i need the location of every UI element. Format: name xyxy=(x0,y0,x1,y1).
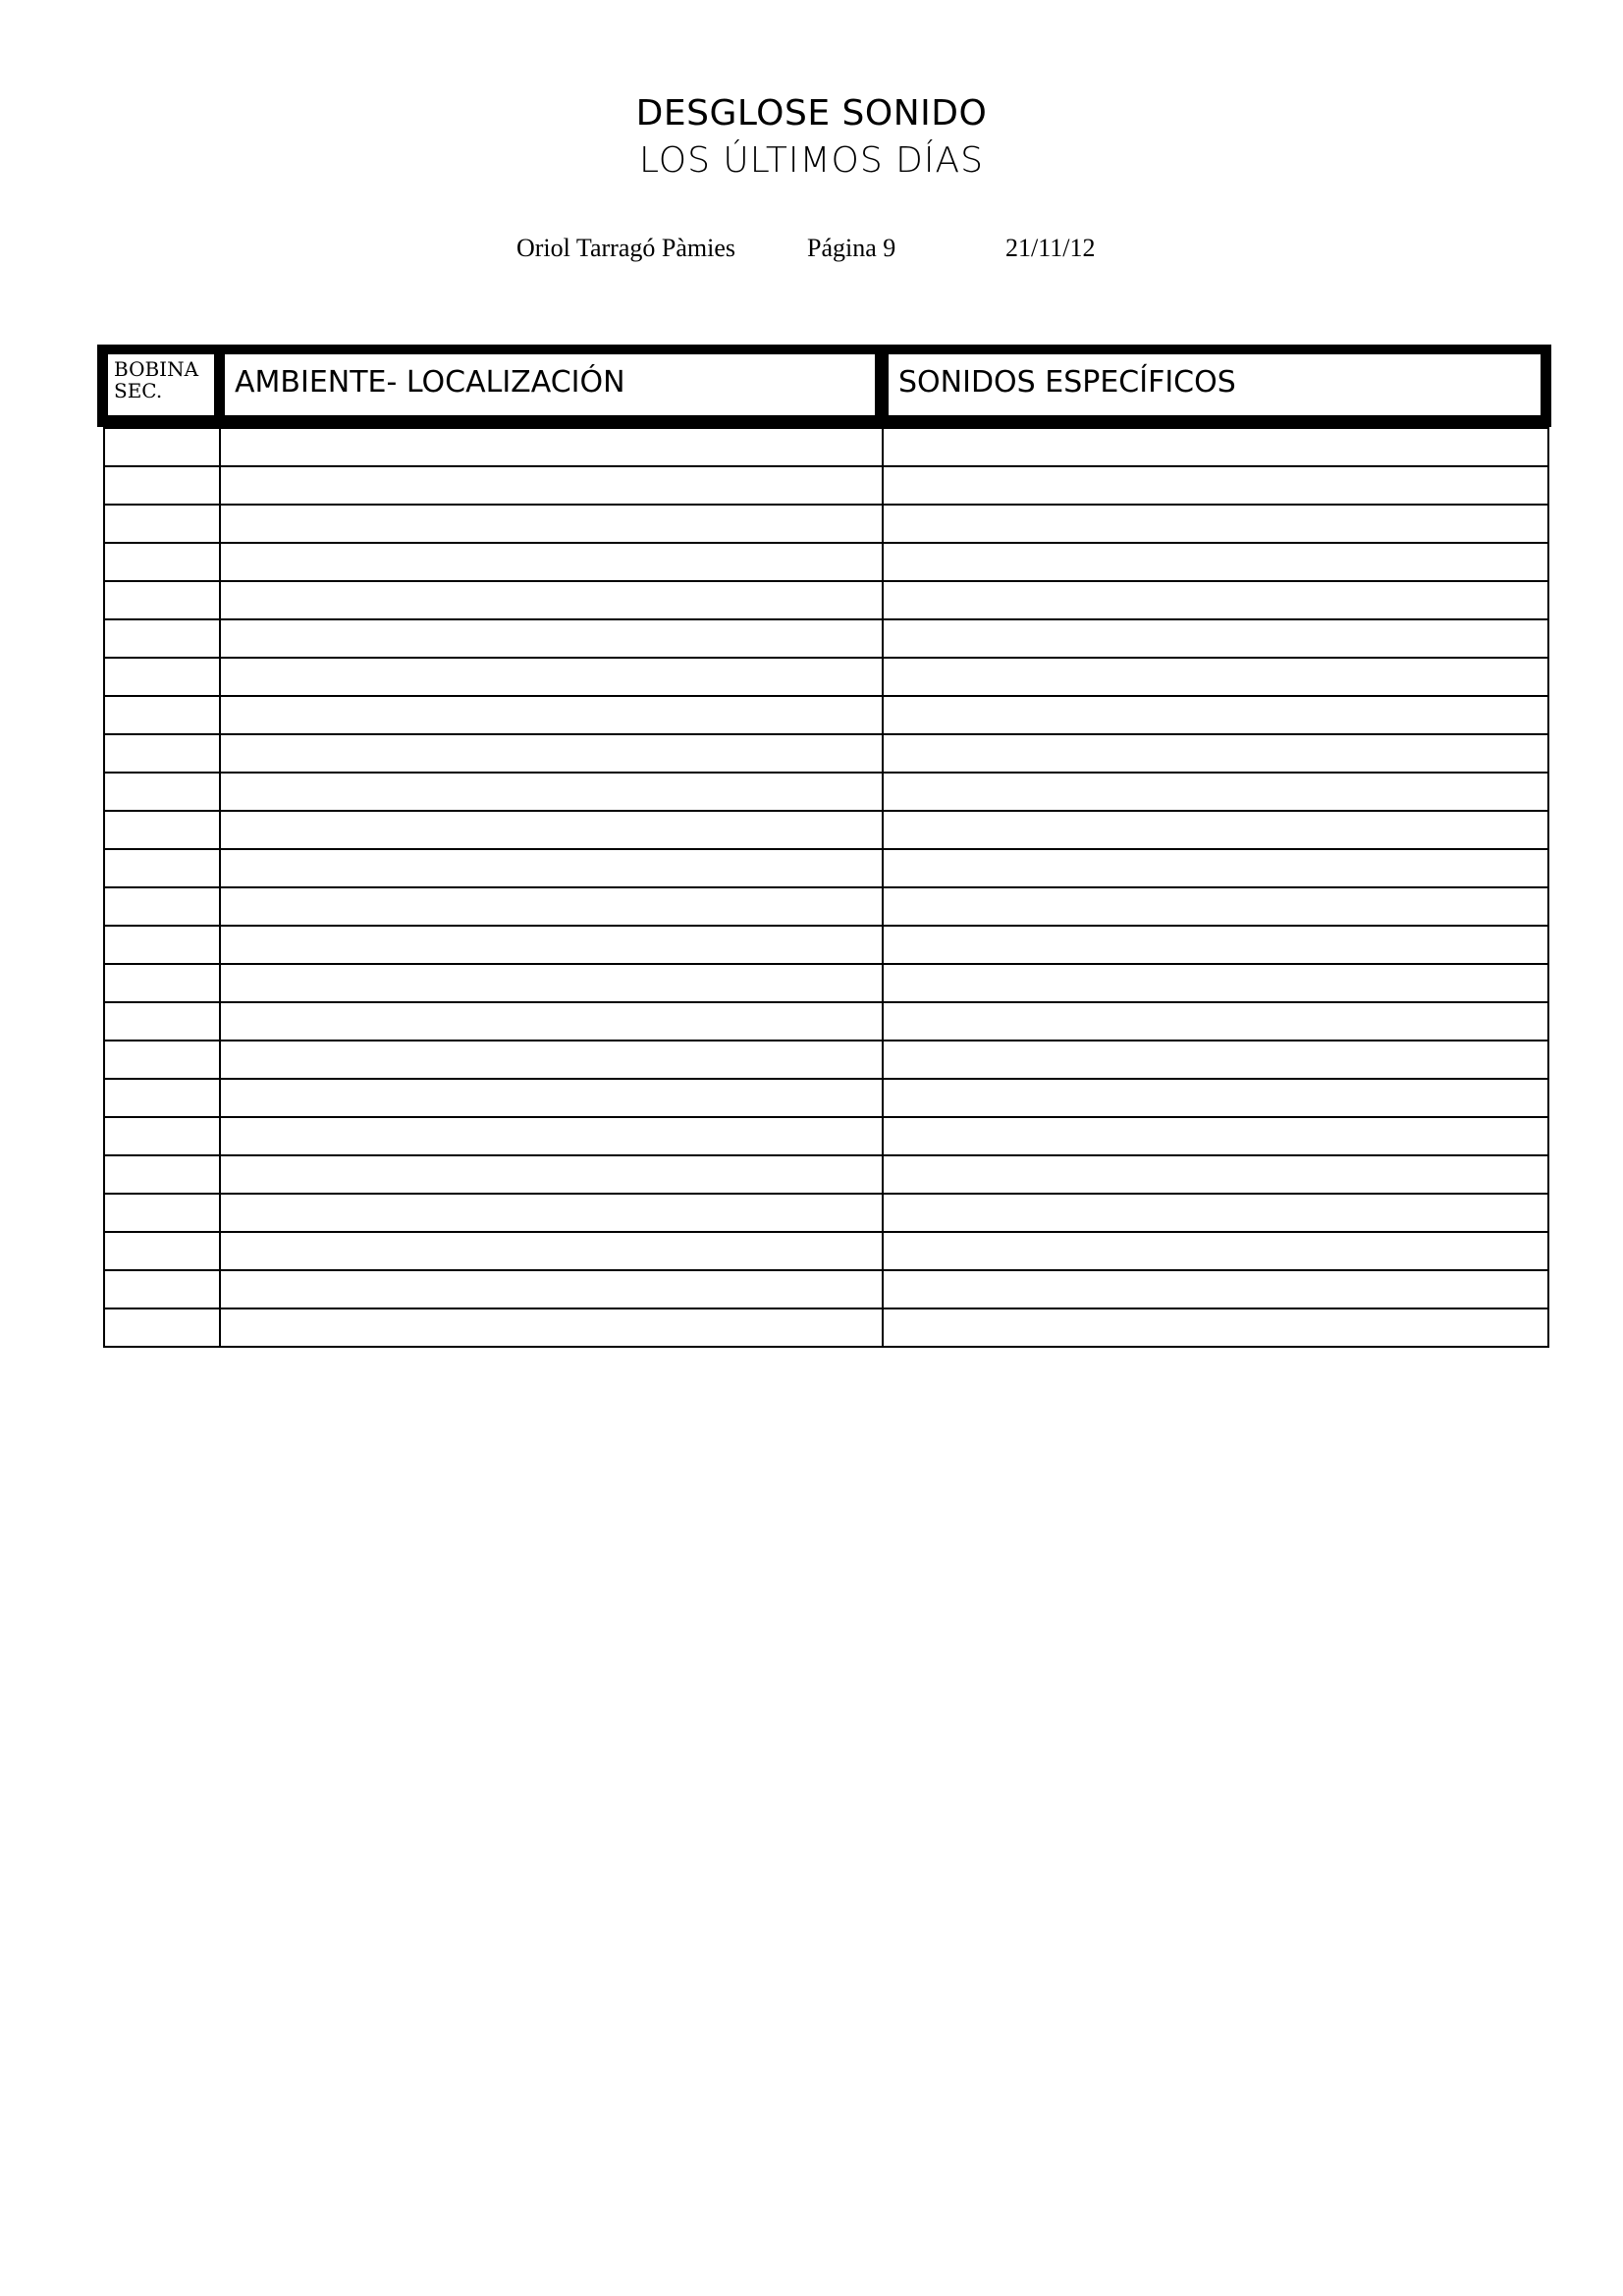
cell-ambiente xyxy=(220,811,883,849)
table-row xyxy=(104,734,1548,773)
cell-ambiente xyxy=(220,581,883,619)
table-header xyxy=(97,345,1551,427)
table-row xyxy=(104,1308,1548,1347)
table-row xyxy=(104,428,1548,466)
column-header-sonidos: SONIDOS ESPECÍFICOS xyxy=(889,354,1541,415)
cell-bobina xyxy=(104,505,220,543)
cell-bobina xyxy=(104,849,220,887)
column-header-bobina-line2: SEC. xyxy=(114,379,163,402)
table-row xyxy=(104,964,1548,1002)
cell-sonidos xyxy=(883,964,1548,1002)
cell-ambiente xyxy=(220,887,883,926)
cell-bobina xyxy=(104,1002,220,1041)
table-row xyxy=(104,811,1548,849)
cell-bobina xyxy=(104,1308,220,1347)
cell-bobina xyxy=(104,696,220,734)
cell-bobina xyxy=(104,466,220,505)
cell-bobina xyxy=(104,1270,220,1308)
cell-bobina xyxy=(104,1079,220,1117)
cell-sonidos xyxy=(883,543,1548,581)
author-name: Oriol Tarragó Pàmies xyxy=(516,234,735,262)
cell-sonidos xyxy=(883,581,1548,619)
cell-sonidos xyxy=(883,505,1548,543)
cell-ambiente xyxy=(220,1002,883,1041)
cell-sonidos xyxy=(883,466,1548,505)
cell-sonidos xyxy=(883,1155,1548,1194)
table-row xyxy=(104,466,1548,505)
table-row xyxy=(104,1270,1548,1308)
table-row xyxy=(104,696,1548,734)
table-row xyxy=(104,1232,1548,1270)
document-title: DESGLOSE SONIDO xyxy=(635,93,988,133)
table-row xyxy=(104,1002,1548,1041)
cell-ambiente xyxy=(220,1194,883,1232)
cell-ambiente xyxy=(220,1079,883,1117)
cell-bobina xyxy=(104,581,220,619)
cell-sonidos xyxy=(883,1308,1548,1347)
column-header-ambiente: AMBIENTE- LOCALIZACIÓN xyxy=(225,354,875,415)
cell-ambiente xyxy=(220,696,883,734)
cell-bobina xyxy=(104,887,220,926)
document-date: 21/11/12 xyxy=(1005,234,1096,262)
cell-sonidos xyxy=(883,926,1548,964)
table-row xyxy=(104,1041,1548,1079)
table-row xyxy=(104,849,1548,887)
cell-sonidos xyxy=(883,1041,1548,1079)
table-row xyxy=(104,773,1548,811)
cell-bobina xyxy=(104,1194,220,1232)
cell-ambiente xyxy=(220,543,883,581)
cell-sonidos xyxy=(883,619,1548,658)
cell-bobina xyxy=(104,428,220,466)
cell-sonidos xyxy=(883,1194,1548,1232)
cell-ambiente xyxy=(220,1270,883,1308)
table-row xyxy=(104,505,1548,543)
cell-sonidos xyxy=(883,696,1548,734)
cell-sonidos xyxy=(883,811,1548,849)
cell-sonidos xyxy=(883,734,1548,773)
table-row xyxy=(104,658,1548,696)
cell-bobina xyxy=(104,1041,220,1079)
cell-bobina xyxy=(104,773,220,811)
document-subtitle: LOS ÚLTIMOS DÍAS xyxy=(639,140,984,181)
cell-bobina xyxy=(104,1232,220,1270)
cell-bobina xyxy=(104,734,220,773)
cell-ambiente xyxy=(220,505,883,543)
cell-bobina xyxy=(104,1117,220,1155)
cell-sonidos xyxy=(883,1002,1548,1041)
cell-sonidos xyxy=(883,658,1548,696)
cell-ambiente xyxy=(220,849,883,887)
cell-sonidos xyxy=(883,773,1548,811)
cell-bobina xyxy=(104,811,220,849)
breakdown-table xyxy=(103,427,1549,1348)
table-row xyxy=(104,1194,1548,1232)
table-row xyxy=(104,543,1548,581)
cell-bobina xyxy=(104,543,220,581)
cell-ambiente xyxy=(220,926,883,964)
column-header-bobina xyxy=(108,354,214,415)
cell-sonidos xyxy=(883,1232,1548,1270)
cell-sonidos xyxy=(883,849,1548,887)
cell-sonidos xyxy=(883,1117,1548,1155)
table-row xyxy=(104,887,1548,926)
table-row xyxy=(104,581,1548,619)
cell-sonidos xyxy=(883,428,1548,466)
cell-ambiente xyxy=(220,964,883,1002)
cell-sonidos xyxy=(883,1079,1548,1117)
cell-ambiente xyxy=(220,619,883,658)
breakdown-grid xyxy=(103,427,1549,1348)
cell-bobina xyxy=(104,926,220,964)
column-header-bobina-line1: BOBINA xyxy=(114,357,199,381)
cell-ambiente xyxy=(220,428,883,466)
page-number: Página 9 xyxy=(807,234,896,262)
cell-ambiente xyxy=(220,734,883,773)
cell-sonidos xyxy=(883,887,1548,926)
cell-ambiente xyxy=(220,1155,883,1194)
table-row xyxy=(104,1117,1548,1155)
cell-ambiente xyxy=(220,1117,883,1155)
cell-ambiente xyxy=(220,1232,883,1270)
cell-bobina xyxy=(104,964,220,1002)
cell-ambiente xyxy=(220,466,883,505)
cell-bobina xyxy=(104,1155,220,1194)
cell-bobina xyxy=(104,658,220,696)
table-row xyxy=(104,1155,1548,1194)
table-row xyxy=(104,926,1548,964)
table-row xyxy=(104,619,1548,658)
table-row xyxy=(104,1079,1548,1117)
cell-sonidos xyxy=(883,1270,1548,1308)
cell-ambiente xyxy=(220,658,883,696)
cell-ambiente xyxy=(220,1041,883,1079)
cell-ambiente xyxy=(220,1308,883,1347)
cell-bobina xyxy=(104,619,220,658)
cell-ambiente xyxy=(220,773,883,811)
